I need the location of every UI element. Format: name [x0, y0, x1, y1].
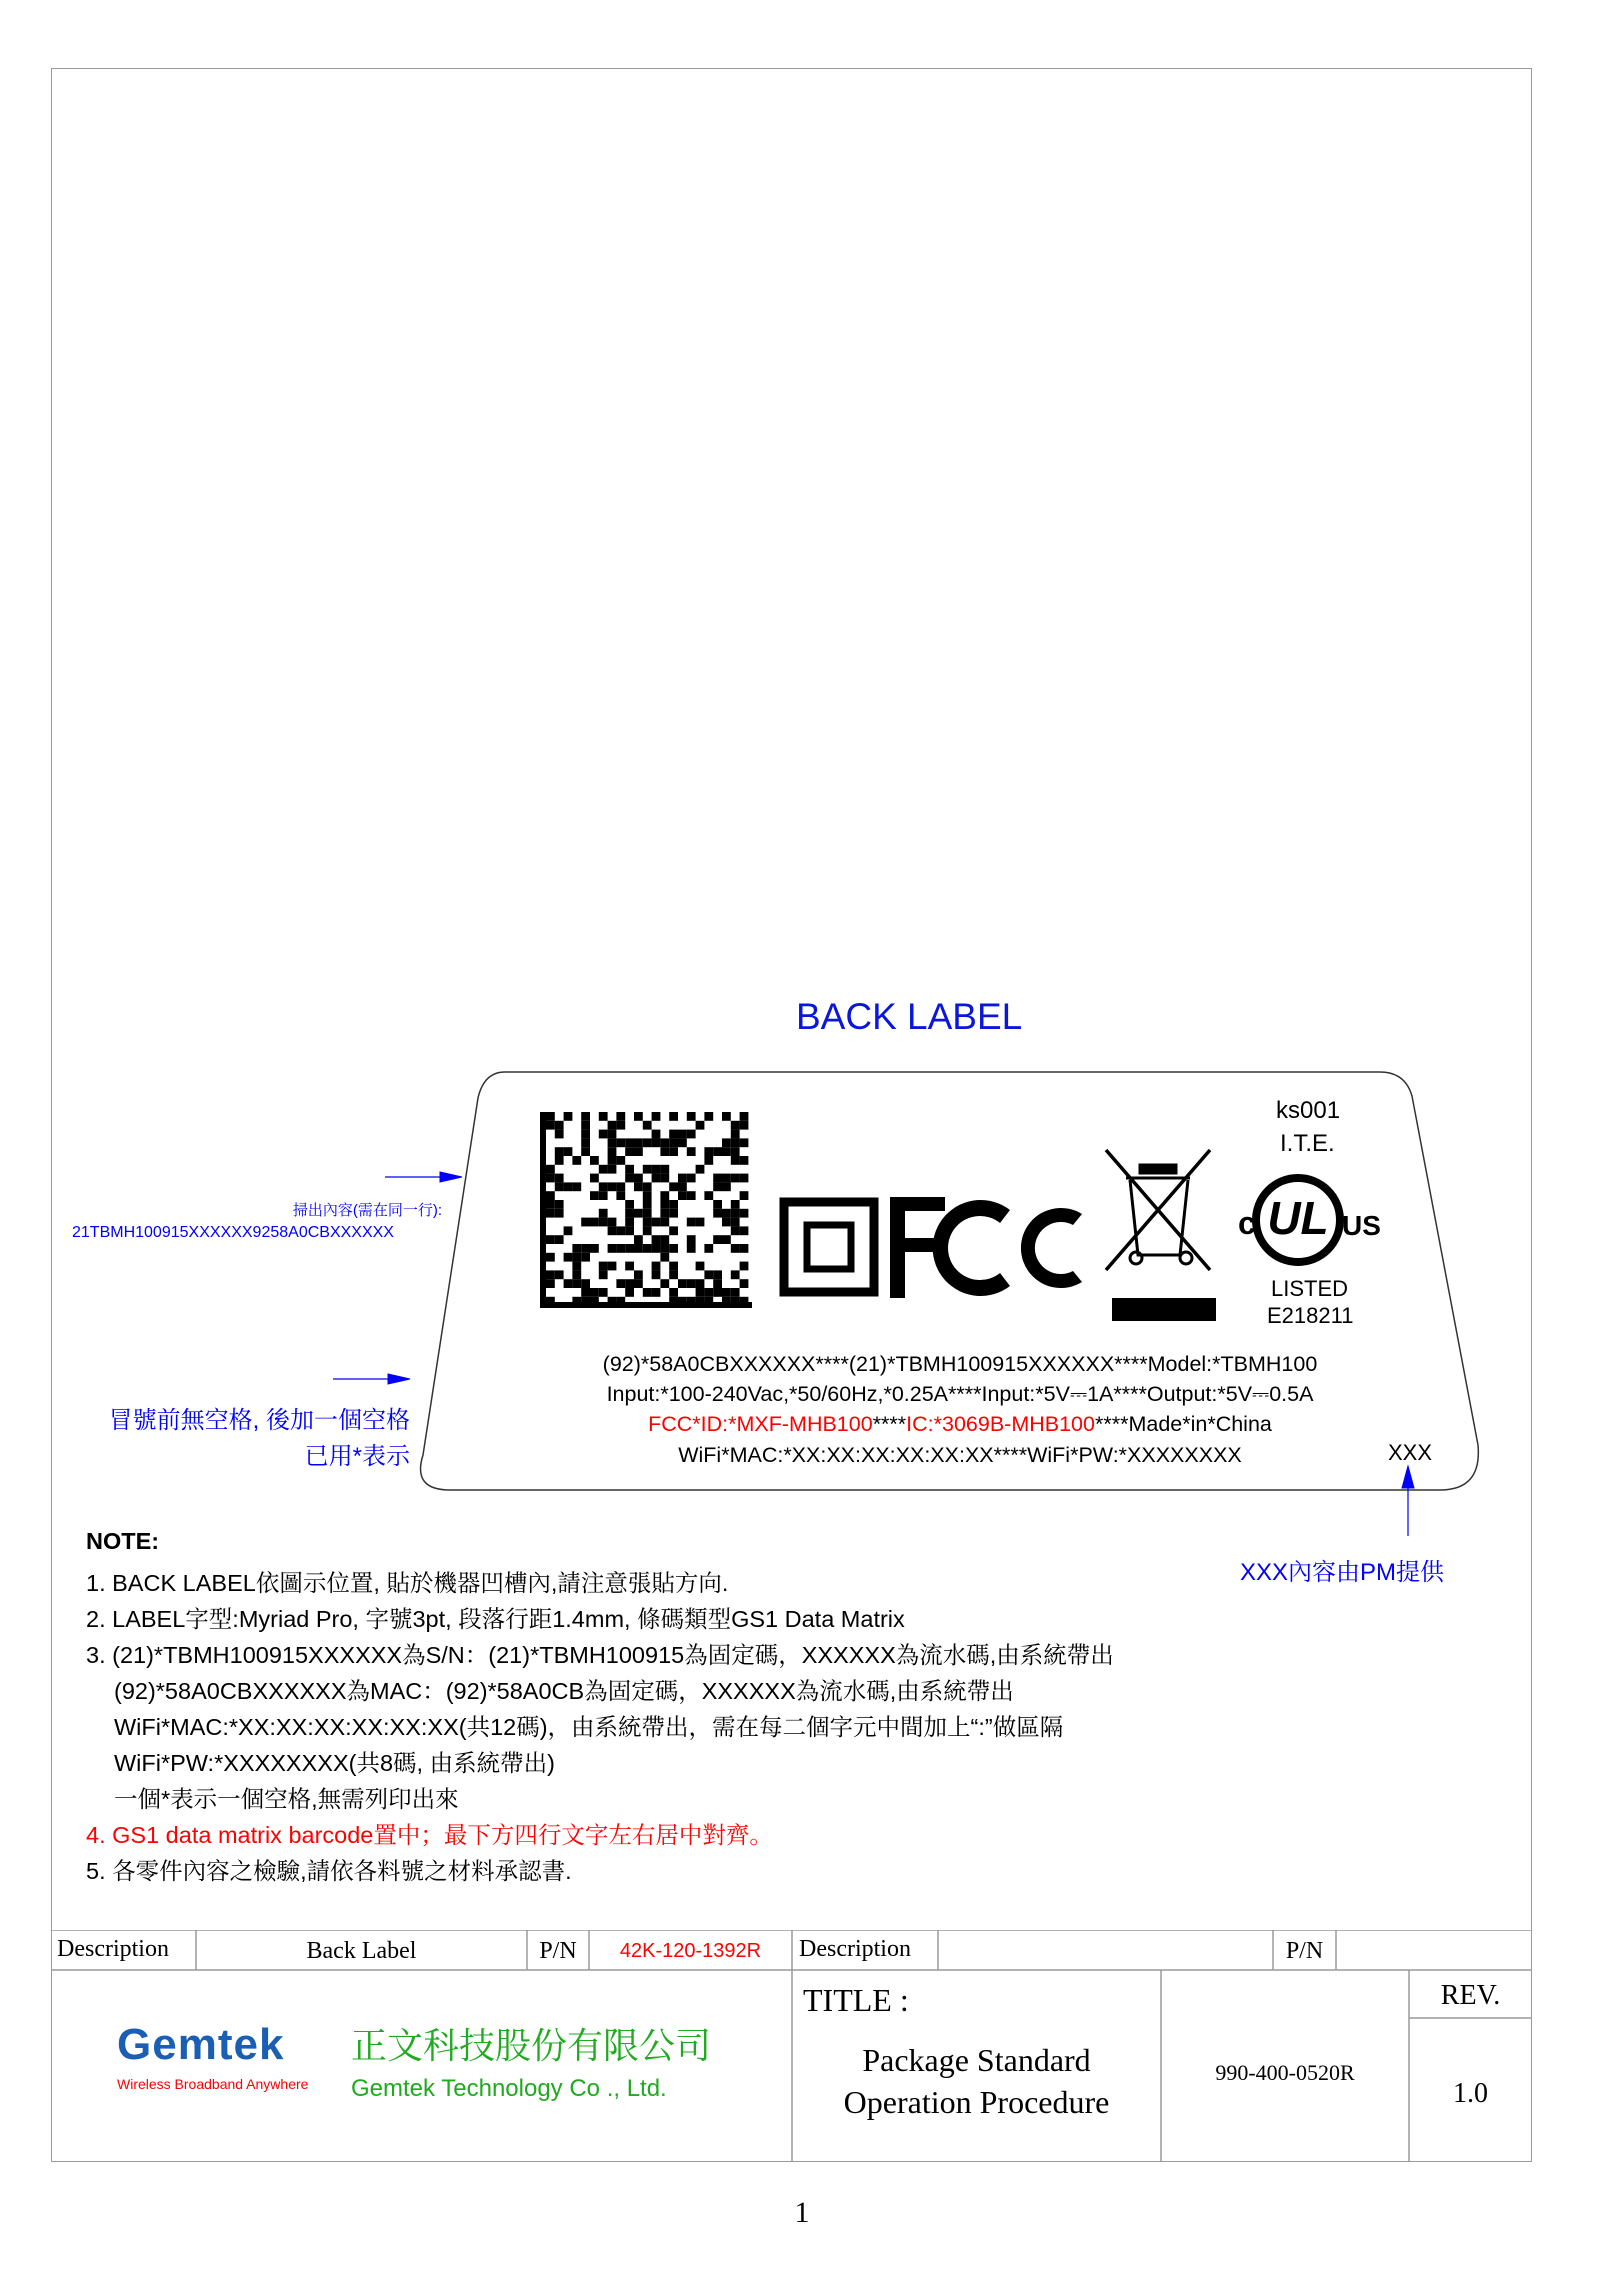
datamatrix-module [731, 1218, 740, 1227]
datamatrix-module [643, 1191, 652, 1200]
datamatrix-module [740, 1138, 749, 1147]
datamatrix-module [581, 1112, 590, 1121]
datamatrix-module [546, 1209, 555, 1218]
datamatrix-module [669, 1147, 678, 1156]
datamatrix-module [581, 1288, 590, 1297]
datamatrix-module [608, 1156, 617, 1165]
datamatrix-module [634, 1209, 643, 1218]
datamatrix-module [643, 1209, 652, 1218]
title-line-1: Package Standard [862, 2042, 1091, 2078]
datamatrix-module [687, 1174, 696, 1183]
datamatrix-module [652, 1138, 661, 1147]
datamatrix-module [731, 1174, 740, 1183]
datamatrix-module [564, 1182, 573, 1191]
datamatrix-module [643, 1182, 652, 1191]
arrow-scan [385, 1172, 462, 1182]
datamatrix-module [731, 1121, 740, 1130]
datamatrix-module [581, 1279, 590, 1288]
datamatrix-module [616, 1112, 625, 1121]
label-line-4: WiFi*MAC:*XX:XX:XX:XX:XX:XX****WiFi*PW:*XXXXXXXX [678, 1443, 1242, 1467]
model-code: ks001 [1276, 1097, 1341, 1124]
datamatrix-module [546, 1174, 555, 1183]
datamatrix-module [713, 1200, 722, 1209]
datamatrix-module [599, 1209, 608, 1218]
datamatrix-module [625, 1147, 634, 1156]
datamatrix-module [599, 1288, 608, 1297]
datamatrix-module [590, 1191, 599, 1200]
label-line-2: Input:*100-240Vac,*50/60Hz,*0.25A****Input:*5V⎓1A****Output:*5V⎓0.5A [606, 1382, 1314, 1406]
datamatrix-module [555, 1147, 564, 1156]
datamatrix-module [722, 1138, 731, 1147]
datamatrix-module [731, 1288, 740, 1297]
datamatrix-module [722, 1218, 731, 1227]
datamatrix-module [678, 1297, 687, 1306]
datamatrix-module [572, 1253, 581, 1262]
datamatrix-module [625, 1138, 634, 1147]
datamatrix-module [731, 1209, 740, 1218]
datamatrix-module [722, 1235, 731, 1244]
gemtek-logo: Gemtek [117, 2020, 285, 2069]
desc-label-2: Description [799, 1936, 911, 1962]
datamatrix-module [678, 1279, 687, 1288]
datamatrix-module [608, 1262, 617, 1271]
datamatrix-module [608, 1182, 617, 1191]
datamatrix-module [546, 1191, 555, 1200]
datamatrix-module [652, 1262, 661, 1271]
datamatrix-module [546, 1270, 555, 1279]
datamatrix-module [704, 1288, 713, 1297]
ul-us-text: US [1342, 1210, 1381, 1241]
datamatrix-module [555, 1209, 564, 1218]
datamatrix-module [740, 1209, 749, 1218]
datamatrix-module [696, 1288, 705, 1297]
datamatrix-module [599, 1218, 608, 1227]
datamatrix-module [608, 1218, 617, 1227]
datamatrix-module [643, 1244, 652, 1253]
datamatrix-module [625, 1288, 634, 1297]
datamatrix-module [696, 1121, 705, 1130]
datamatrix-module [740, 1156, 749, 1165]
datamatrix-module [669, 1130, 678, 1139]
datamatrix-module [652, 1235, 661, 1244]
made-in-text: ****Made*in*China [1094, 1412, 1272, 1436]
space-note-line1: 冒號前無空格, 後加一個空格 [108, 1407, 410, 1434]
datamatrix-module [608, 1138, 617, 1147]
datamatrix-module [546, 1165, 555, 1174]
datamatrix-module [687, 1244, 696, 1253]
datamatrix-module [625, 1279, 634, 1288]
fcc-logo-icon [890, 1197, 1082, 1298]
datamatrix-module [625, 1226, 634, 1235]
datamatrix-module [599, 1112, 608, 1121]
class2-double-square-icon [784, 1202, 874, 1292]
datamatrix-module [643, 1121, 652, 1130]
note-item-5: 5. 各零件內容之檢驗,請依各料號之材料承認書. [86, 1858, 572, 1884]
scan-value: 21TBMH100915XXXXXX9258A0CBXXXXXX [72, 1224, 394, 1241]
datamatrix-module [555, 1156, 564, 1165]
weee-bin-icon [1106, 1150, 1216, 1321]
datamatrix-module [731, 1138, 740, 1147]
datamatrix-module [669, 1244, 678, 1253]
datamatrix-module [555, 1182, 564, 1191]
datamatrix-module [704, 1112, 713, 1121]
datamatrix-barcode [540, 1112, 752, 1308]
datamatrix-module [704, 1147, 713, 1156]
datamatrix-module [669, 1297, 678, 1306]
datamatrix-module [599, 1191, 608, 1200]
datamatrix-module [546, 1253, 555, 1262]
datamatrix-module [616, 1121, 625, 1130]
datamatrix-module [652, 1174, 661, 1183]
datamatrix-module [660, 1235, 669, 1244]
datamatrix-module [625, 1174, 634, 1183]
arrow-xxx [1402, 1466, 1414, 1536]
datamatrix-module [564, 1112, 573, 1121]
gemtek-tagline: Wireless Broadband Anywhere [117, 2076, 309, 2092]
title-line-2: Operation Procedure [843, 2084, 1110, 2120]
datamatrix-module [687, 1147, 696, 1156]
datamatrix-module [599, 1262, 608, 1271]
xxx-marker: XXX [1388, 1440, 1433, 1465]
datamatrix-module [722, 1174, 731, 1183]
datamatrix-module [669, 1209, 678, 1218]
company-name-cn: 正文科技股份有限公司 [351, 2025, 712, 2066]
datamatrix-module [581, 1130, 590, 1139]
ic-text: IC:*3069B-MHB100 [906, 1412, 1095, 1436]
datamatrix-module [660, 1191, 669, 1200]
datamatrix-module [660, 1200, 669, 1209]
datamatrix-module [572, 1244, 581, 1253]
datamatrix-module [740, 1121, 749, 1130]
line3-sep: **** [872, 1412, 907, 1436]
datamatrix-module [581, 1121, 590, 1130]
datamatrix-module [616, 1279, 625, 1288]
datamatrix-module [634, 1279, 643, 1288]
datamatrix-module [669, 1262, 678, 1271]
datamatrix-module [581, 1253, 590, 1262]
datamatrix-module [555, 1130, 564, 1139]
datamatrix-module [581, 1218, 590, 1227]
space-note-line2: 已用*表示 [304, 1443, 410, 1470]
datamatrix-module [625, 1262, 634, 1271]
arrow-space [333, 1374, 410, 1384]
datamatrix-module [616, 1138, 625, 1147]
datamatrix-module [713, 1174, 722, 1183]
note-item-4: 4. GS1 data matrix barcode置中；最下方四行文字左右居中對齊。 [86, 1822, 773, 1848]
datamatrix-module [731, 1297, 740, 1306]
datamatrix-module [678, 1174, 687, 1183]
datamatrix-module [704, 1244, 713, 1253]
fcc-id-text: FCC*ID:*MXF-MHB100 [648, 1412, 873, 1436]
label-line-3 [500, 1412, 1420, 1437]
datamatrix-module [599, 1182, 608, 1191]
desc-label: Description [57, 1936, 169, 1962]
datamatrix-module [608, 1297, 617, 1306]
datamatrix-module [546, 1200, 555, 1209]
label-title: BACK LABEL [796, 996, 1023, 1037]
title-block [51, 1930, 1532, 2162]
datamatrix-module [713, 1182, 722, 1191]
note-item-3c: WiFi*MAC:*XX:XX:XX:XX:XX:XX(共12碼)，由系統帶出，需在每二個字元中間加上“:”做區隔 [114, 1714, 1064, 1740]
company-name-en: Gemtek Technology Co ., Ltd. [351, 2075, 667, 2102]
notes-heading: NOTE: [86, 1528, 160, 1554]
datamatrix-module [652, 1244, 661, 1253]
datamatrix-module [634, 1174, 643, 1183]
datamatrix-module [704, 1297, 713, 1306]
datamatrix-module [660, 1138, 669, 1147]
datamatrix-module [678, 1138, 687, 1147]
datamatrix-module [652, 1165, 661, 1174]
ul-c-text: c [1238, 1205, 1256, 1241]
datamatrix-module [740, 1226, 749, 1235]
datamatrix-module [660, 1209, 669, 1218]
datamatrix-module [704, 1156, 713, 1165]
datamatrix-module [590, 1297, 599, 1306]
datamatrix-module [555, 1200, 564, 1209]
datamatrix-module [590, 1288, 599, 1297]
datamatrix-module [687, 1112, 696, 1121]
datamatrix-module [713, 1209, 722, 1218]
datamatrix-module [555, 1270, 564, 1279]
datamatrix-module [625, 1200, 634, 1209]
datamatrix-module [731, 1226, 740, 1235]
datamatrix-module [572, 1279, 581, 1288]
datamatrix-module [731, 1200, 740, 1209]
datamatrix-module [608, 1165, 617, 1174]
datamatrix-module [564, 1253, 573, 1262]
datamatrix-module [722, 1288, 731, 1297]
doc-number: 990-400-0520R [1215, 2060, 1355, 2085]
datamatrix-module [678, 1130, 687, 1139]
ul-listed-text: LISTED [1271, 1276, 1349, 1301]
datamatrix-module [696, 1165, 705, 1174]
datamatrix-module [634, 1244, 643, 1253]
datamatrix-module [590, 1218, 599, 1227]
datamatrix-module [669, 1226, 678, 1235]
datamatrix-module [572, 1270, 581, 1279]
datamatrix-module [731, 1147, 740, 1156]
datamatrix-module [564, 1279, 573, 1288]
datamatrix-module [669, 1112, 678, 1121]
datamatrix-module [634, 1112, 643, 1121]
datamatrix-module [572, 1262, 581, 1271]
datamatrix-module [669, 1138, 678, 1147]
datamatrix-module [713, 1147, 722, 1156]
datamatrix-module [625, 1218, 634, 1227]
note-item-3e: 一個*表示一個空格,無需列印出來 [114, 1786, 459, 1812]
datamatrix-module [722, 1112, 731, 1121]
datamatrix-module [643, 1165, 652, 1174]
datamatrix-module [546, 1121, 555, 1130]
datamatrix-module [696, 1262, 705, 1271]
ul-mark-text: UL [1267, 1192, 1329, 1244]
datamatrix-module [660, 1174, 669, 1183]
datamatrix-module [634, 1182, 643, 1191]
datamatrix-module [546, 1112, 555, 1121]
datamatrix-module [652, 1218, 661, 1227]
note-item-3: 3. (21)*TBMH100915XXXXXX為S/N：(21)*TBMH100915為固定碼，XXXXXX為流水碼,由系統帶出 [86, 1642, 1114, 1668]
datamatrix-module [713, 1270, 722, 1279]
datamatrix-module [581, 1244, 590, 1253]
datamatrix-module [740, 1244, 749, 1253]
datamatrix-module [687, 1191, 696, 1200]
datamatrix-module [608, 1121, 617, 1130]
datamatrix-module [616, 1297, 625, 1306]
datamatrix-module [660, 1147, 669, 1156]
datamatrix-module [669, 1288, 678, 1297]
datamatrix-module [581, 1138, 590, 1147]
datamatrix-module [713, 1288, 722, 1297]
datamatrix-module [669, 1270, 678, 1279]
datamatrix-module [616, 1244, 625, 1253]
datamatrix-module [608, 1130, 617, 1139]
datamatrix-module [634, 1138, 643, 1147]
datamatrix-module [713, 1235, 722, 1244]
datamatrix-module [599, 1130, 608, 1139]
datamatrix-module [696, 1218, 705, 1227]
datamatrix-module [581, 1297, 590, 1306]
datamatrix-module [643, 1226, 652, 1235]
scan-caption: 掃出內容(需在同一行): [292, 1202, 442, 1219]
datamatrix-module [555, 1174, 564, 1183]
datamatrix-module [625, 1165, 634, 1174]
datamatrix-module [660, 1218, 669, 1227]
datamatrix-module [713, 1279, 722, 1288]
desc-value: Back Label [306, 1938, 417, 1964]
datamatrix-module [643, 1200, 652, 1209]
datamatrix-module [660, 1279, 669, 1288]
datamatrix-module [696, 1279, 705, 1288]
datamatrix-module [722, 1147, 731, 1156]
datamatrix-module [608, 1147, 617, 1156]
datamatrix-module [740, 1174, 749, 1183]
rev-value: 1.0 [1453, 2078, 1488, 2109]
datamatrix-module [599, 1270, 608, 1279]
datamatrix-module [678, 1191, 687, 1200]
datamatrix-module [572, 1182, 581, 1191]
datamatrix-module [722, 1209, 731, 1218]
ite-text: I.T.E. [1280, 1130, 1335, 1157]
datamatrix-module [581, 1147, 590, 1156]
pn-value: 42K-120-1392R [619, 1940, 762, 1962]
note-item-2: 2. LABEL字型:Myriad Pro, 字號3pt, 段落行距1.4mm, 條碼類型GS1 Data Matrix [86, 1606, 905, 1632]
datamatrix-module [643, 1218, 652, 1227]
datamatrix-module [572, 1297, 581, 1306]
datamatrix-module [564, 1226, 573, 1235]
datamatrix-module [625, 1244, 634, 1253]
pn-label-2: P/N [1285, 1938, 1324, 1964]
datamatrix-module [687, 1218, 696, 1227]
datamatrix-module [564, 1147, 573, 1156]
xxx-note: XXX內容由PM提供 [1240, 1559, 1445, 1586]
datamatrix-module [722, 1297, 731, 1306]
datamatrix-module [687, 1130, 696, 1139]
datamatrix-module [669, 1200, 678, 1209]
datamatrix-module [608, 1226, 617, 1235]
datamatrix-module [652, 1130, 661, 1139]
datamatrix-module [704, 1191, 713, 1200]
datamatrix-module [696, 1297, 705, 1306]
datamatrix-module [652, 1288, 661, 1297]
datamatrix-module [687, 1297, 696, 1306]
datamatrix-module [546, 1297, 555, 1306]
datamatrix-module [616, 1182, 625, 1191]
datamatrix-module [669, 1182, 678, 1191]
datamatrix-module [625, 1209, 634, 1218]
datamatrix-module [740, 1279, 749, 1288]
datamatrix-module [652, 1112, 661, 1121]
pn-label: P/N [539, 1938, 577, 1964]
datamatrix-module [634, 1147, 643, 1156]
datamatrix-module [608, 1244, 617, 1253]
datamatrix-module [616, 1156, 625, 1165]
datamatrix-module [634, 1235, 643, 1244]
datamatrix-module [740, 1191, 749, 1200]
datamatrix-module [572, 1156, 581, 1165]
datamatrix-module [731, 1270, 740, 1279]
datamatrix-module [660, 1165, 669, 1174]
datamatrix-module [660, 1253, 669, 1262]
label-line-1: (92)*58A0CBXXXXXX****(21)*TBMH100915XXXXXX****Model:*TBMH100 [602, 1352, 1318, 1376]
datamatrix-module [740, 1297, 749, 1306]
datamatrix-module [546, 1235, 555, 1244]
datamatrix-module [555, 1121, 564, 1130]
datamatrix-module [652, 1270, 661, 1279]
datamatrix-module [740, 1262, 749, 1271]
ul-number-text: E218211 [1267, 1303, 1354, 1328]
datamatrix-module [555, 1235, 564, 1244]
datamatrix-module [731, 1130, 740, 1139]
datamatrix-module [687, 1235, 696, 1244]
datamatrix-module [722, 1182, 731, 1191]
note-item-1: 1. BACK LABEL依圖示位置, 貼於機器凹槽內,請注意張貼方向. [86, 1570, 729, 1596]
title-label: TITLE : [803, 1982, 909, 2018]
note-item-3d: WiFi*PW:*XXXXXXXX(共8碼, 由系統帶出) [114, 1750, 555, 1776]
datamatrix-module [643, 1138, 652, 1147]
datamatrix-module [616, 1226, 625, 1235]
datamatrix-module [660, 1244, 669, 1253]
datamatrix-module [731, 1156, 740, 1165]
datamatrix-module [634, 1270, 643, 1279]
datamatrix-module [643, 1288, 652, 1297]
datamatrix-module [590, 1174, 599, 1183]
datamatrix-module [687, 1279, 696, 1288]
rev-label: REV. [1440, 1980, 1501, 2011]
datamatrix-module [599, 1165, 608, 1174]
datamatrix-module [590, 1244, 599, 1253]
page-number: 1 [794, 2196, 810, 2229]
datamatrix-module [704, 1270, 713, 1279]
datamatrix-module [740, 1112, 749, 1121]
note-item-3b: (92)*58A0CBXXXXXX為MAC：(92)*58A0CB為固定碼，XXXXXX為流水碼,由系統帶出 [114, 1678, 1014, 1704]
datamatrix-module [731, 1244, 740, 1253]
datamatrix-module [678, 1182, 687, 1191]
datamatrix-module [616, 1191, 625, 1200]
datamatrix-module [590, 1156, 599, 1165]
datamatrix-module [546, 1279, 555, 1288]
